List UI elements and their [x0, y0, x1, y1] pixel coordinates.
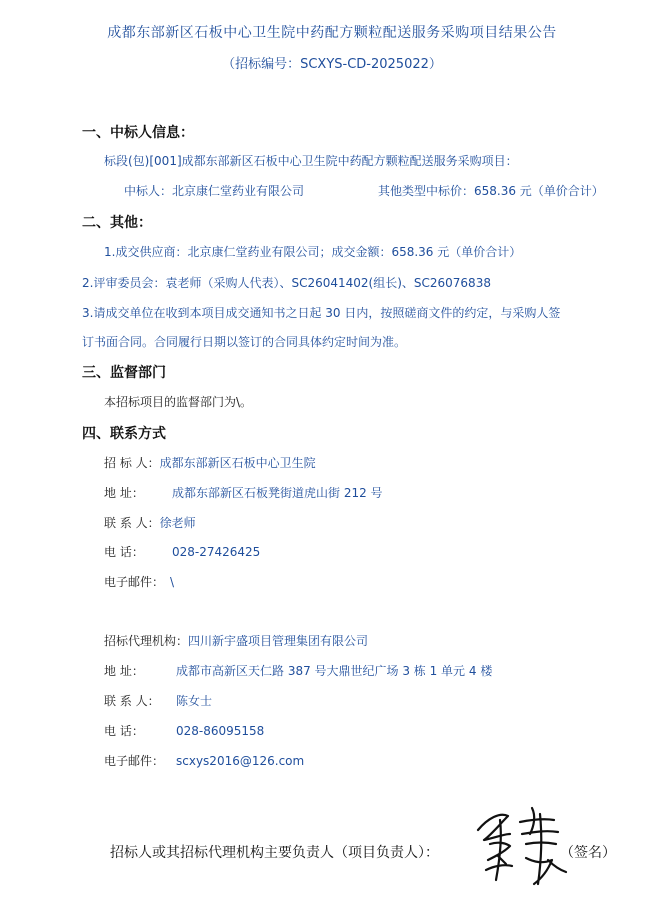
supervision-text: 本招标项目的监督部门为\。 — [104, 395, 253, 409]
agency-email-row — [104, 752, 304, 769]
agency-address-row — [104, 662, 492, 679]
buyer-email-label: 电子邮件： — [104, 575, 165, 589]
section-heading-supervision: 三、监督部门 — [82, 365, 166, 381]
other-item-3-cont: 订书面合同。合同履行日期以签订的合同具体约定时间为准。 — [82, 335, 407, 349]
agency-name-label: 招标代理机构： — [104, 634, 189, 648]
agency-phone-row — [104, 722, 264, 739]
section-heading-other: 二、其他： — [82, 215, 152, 231]
section-heading-contact: 四、联系方式 — [82, 426, 166, 442]
agency-phone-label: 电 话： — [104, 724, 144, 738]
other-item-2: 2.评审委员会：袁老师（采购人代表）、SC26041402(组长)、SC26076838 — [82, 276, 491, 290]
price-line: 其他类型中标价：658.36 元（单价合计） — [378, 184, 604, 198]
signature-line: 招标人或其招标代理机构主要负责人（项目负责人）： — [110, 845, 439, 861]
buyer-address-label: 地 址： — [104, 486, 144, 500]
winner-line: 中标人：北京康仁堂药业有限公司 — [124, 184, 305, 198]
other-item-3: 3.请成交单位在收到本项目成交通知书之日起 30 日内，按照磋商文件的约定，与采购人签 — [82, 306, 561, 320]
agency-name-row — [104, 632, 368, 649]
page-title: 成都东部新区石板中心卫生院中药配方颗粒配送服务采购项目结果公告 — [107, 25, 557, 41]
buyer-name-label: 招 标 人： — [104, 456, 160, 470]
buyer-phone-row — [104, 543, 260, 560]
other-item-1: 1.成交供应商：北京康仁堂药业有限公司；成交金额：658.36 元（单价合计） — [104, 245, 522, 259]
agency-address-value: 成都市高新区天仁路 387 号大鼎世纪广场 3 栋 1 单元 4 楼 — [176, 664, 493, 678]
buyer-contact-label: 联 系 人： — [104, 516, 160, 530]
agency-contact-label: 联 系 人： — [104, 694, 160, 708]
buyer-phone-value: 028-27426425 — [172, 545, 261, 559]
buyer-phone-label: 电 话： — [104, 545, 144, 559]
buyer-email-row — [104, 573, 174, 590]
buyer-email-value: \ — [170, 575, 175, 589]
buyer-address-row — [104, 484, 383, 501]
agency-email-value: scxys2016@126.com — [176, 754, 305, 768]
tender-number: （招标编号：SCXYS-CD-2025022） — [222, 57, 442, 72]
buyer-name-row — [104, 454, 316, 471]
agency-contact-row — [104, 692, 212, 709]
signature-suffix: （签名） — [560, 845, 616, 861]
lot-line: 标段(包)[001]成都东部新区石板中心卫生院中药配方颗粒配送服务采购项目： — [104, 154, 518, 168]
section-heading-winner: 一、中标人信息： — [82, 125, 194, 141]
buyer-name-value: 成都东部新区石板中心卫生院 — [159, 456, 316, 470]
agency-phone-value: 028-86095158 — [176, 724, 265, 738]
buyer-contact-row — [104, 514, 196, 531]
agency-email-label: 电子邮件： — [104, 754, 165, 768]
buyer-contact-value: 徐老师 — [159, 516, 196, 530]
agency-name-value: 四川新宇盛项目管理集团有限公司 — [188, 634, 369, 648]
agency-contact-value: 陈女士 — [176, 694, 213, 708]
agency-address-label: 地 址： — [104, 664, 144, 678]
buyer-address-value: 成都东部新区石板凳街道虎山街 212 号 — [172, 486, 383, 500]
handwritten-signature — [470, 800, 580, 890]
